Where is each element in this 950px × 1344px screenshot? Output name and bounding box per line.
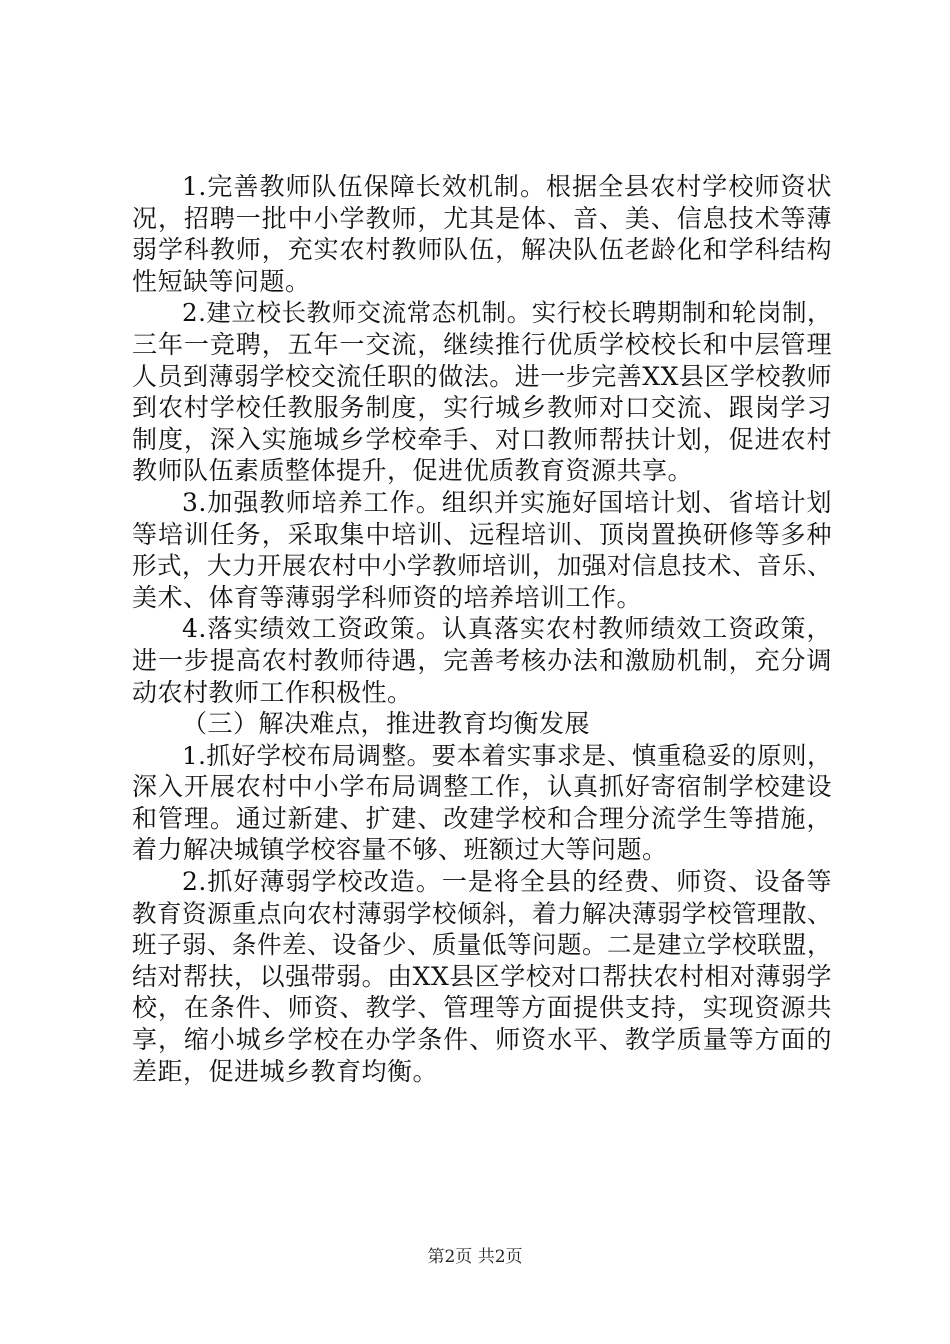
paragraph-line: 教育资源重点向农村薄弱学校倾斜，着力解决薄弱学校管理散、 bbox=[132, 898, 832, 928]
paragraph-first-line: （三）解决难点，推进教育均衡发展 bbox=[182, 709, 591, 739]
paragraph-line: 到农村学校任教服务制度，实行城乡教师对口交流、跟岗学习 bbox=[132, 393, 832, 423]
document-body bbox=[132, 171, 832, 1087]
paragraph-line: 况，招聘一批中小学教师，尤其是体、音、美、信息技术等薄 bbox=[132, 203, 832, 233]
paragraph-line: 班子弱、条件差、设备少、质量低等问题。二是建立学校联盟， bbox=[132, 930, 832, 960]
paragraph-first-line: 1.完善教师队伍保障长效机制。根据全县农村学校师资状 bbox=[182, 172, 832, 201]
paragraph-line: 着力解决城镇学校容量不够、班额过大等问题。 bbox=[132, 835, 668, 865]
paragraph-line: 校，在条件、师资、教学、管理等方面提供支持，实现资源共 bbox=[132, 993, 832, 1023]
paragraph-line: 形式，大力开展农村中小学教师培训，加强对信息技术、音乐、 bbox=[132, 551, 832, 581]
paragraph-line: 动农村教师工作积极性。 bbox=[132, 677, 413, 707]
paragraph-line: 结对帮扶，以强带弱。由XX县区学校对口帮扶农村相对薄弱学 bbox=[132, 961, 832, 991]
paragraph-line: 制度，深入实施城乡学校牵手、对口教师帮扶计划，促进农村 bbox=[132, 424, 832, 454]
paragraph-line: 三年一竞聘，五年一交流，继续推行优质学校校长和中层管理 bbox=[132, 329, 832, 359]
paragraph-line: 进一步提高农村教师待遇，完善考核办法和激励机制，充分调 bbox=[132, 645, 832, 675]
paragraph-line: 教师队伍素质整体提升，促进优质教育资源共享。 bbox=[132, 456, 694, 486]
paragraph-first-line: 1.抓好学校布局调整。要本着实事求是、慎重稳妥的原则， bbox=[182, 740, 832, 770]
paragraph-line: 弱学科教师，充实农村教师队伍，解决队伍老龄化和学科结构 bbox=[132, 235, 832, 265]
paragraph-first-line: 2.抓好薄弱学校改造。一是将全县的经费、师资、设备等 bbox=[182, 867, 832, 897]
paragraph-line: 等培训任务，采取集中培训、远程培训、顶岗置换研修等多种 bbox=[132, 519, 832, 549]
page-footer: 第2页 共2页 bbox=[427, 1247, 523, 1267]
paragraph-line: 美术、体育等薄弱学科师资的培养培训工作。 bbox=[132, 582, 643, 612]
paragraph-line: 性短缺等问题。 bbox=[132, 266, 311, 296]
paragraph-first-line: 3.加强教师培养工作。组织并实施好国培计划、省培计划 bbox=[182, 487, 832, 517]
paragraph-line: 和管理。通过新建、扩建、改建学校和合理分流学生等措施， bbox=[132, 803, 832, 833]
paragraph-line: 深入开展农村中小学布局调整工作，认真抓好寄宿制学校建设 bbox=[132, 772, 832, 802]
paragraph-first-line: 4.落实绩效工资政策。认真落实农村教师绩效工资政策， bbox=[182, 614, 832, 644]
paragraph-line: 人员到薄弱学校交流任职的做法。进一步完善XX县区学校教师 bbox=[132, 361, 832, 391]
paragraph-line: 差距，促进城乡教育均衡。 bbox=[132, 1056, 439, 1086]
paragraph-line: 享，缩小城乡学校在办学条件、师资水平、教学质量等方面的 bbox=[132, 1025, 832, 1055]
paragraph-first-line: 2.建立校长教师交流常态机制。实行校长聘期制和轮岗制， bbox=[182, 298, 832, 328]
